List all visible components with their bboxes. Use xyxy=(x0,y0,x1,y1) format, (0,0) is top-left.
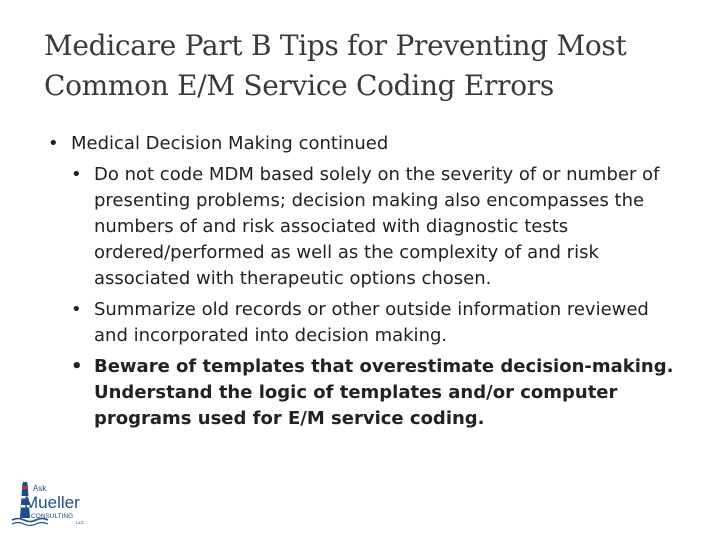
logo-text-ask: Ask xyxy=(33,484,47,493)
slide-title xyxy=(44,26,694,106)
slide-body xyxy=(48,131,688,437)
logo-text-consulting: CONSULTING xyxy=(31,513,74,520)
bullet-mdm-continued: • Medical Decision Making continued xyxy=(48,131,688,157)
sub-bullet-templates: • Beware of templates that overestimate decision-making. Understand the logic of templates and/or computer programs used for E/M service coding. xyxy=(71,354,674,432)
title-line-1: Medicare Part B Tips for Preventing Most xyxy=(44,29,627,62)
logo-text-name: Mueller xyxy=(24,493,80,512)
sub-bullet-list xyxy=(71,162,688,432)
sub-bullet-summarize: • Summarize old records or other outside information reviewed and incorporated into decision making. xyxy=(71,297,674,349)
sub-bullet-severity: • Do not code MDM based solely on the severity of or number of presenting problems; decision making also encompasses the numbers of and risk associated with diagnostic tests ordered/performed as well as the complexity of and risk associated with therapeutic options chosen. xyxy=(71,162,674,292)
logo-text-llc: LLC xyxy=(76,520,85,525)
company-logo xyxy=(10,478,90,534)
title-line-2: Common E/M Service Coding Errors xyxy=(44,69,554,102)
